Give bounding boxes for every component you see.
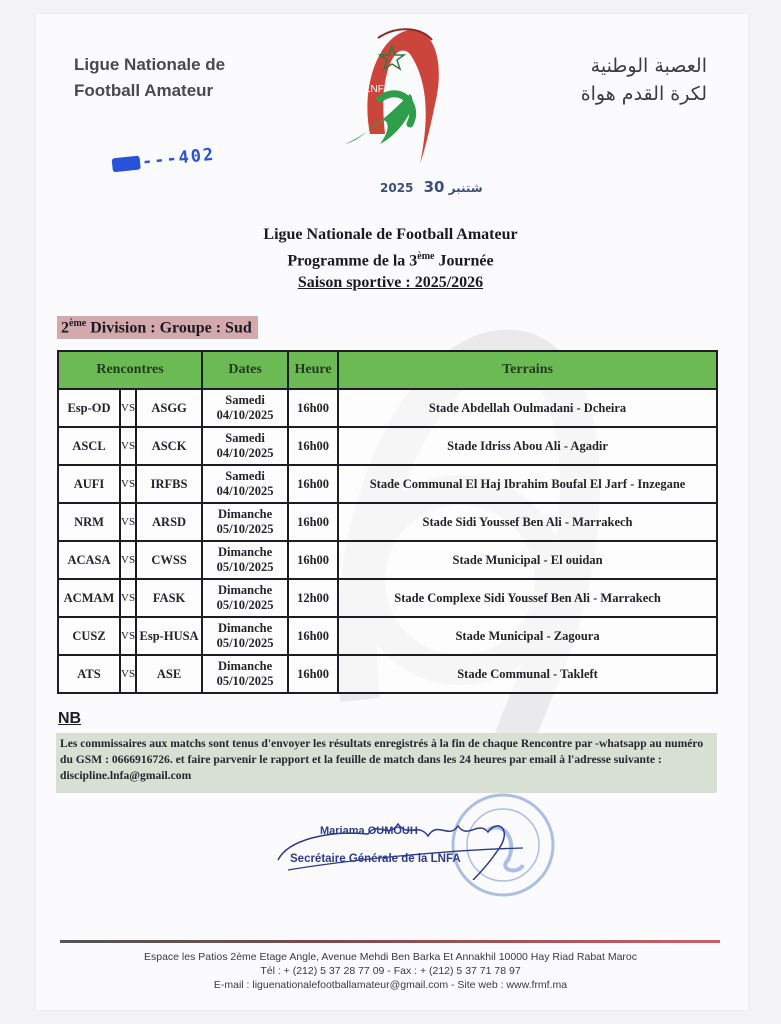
home-team: ATS [58, 655, 120, 693]
match-date [202, 655, 288, 693]
table-row [58, 541, 717, 579]
away-team: ARSD [136, 503, 202, 541]
match-day: Dimanche [217, 621, 273, 635]
footer-contact: E-mail : liguenationalefootballamateur@gmail.com - Site web : www.frmf.ma [213, 979, 568, 991]
match-day: Samedi [225, 393, 265, 407]
match-venue: Stade Communal - Takleft [338, 655, 717, 693]
match-venue: Stade Municipal - Zagoura [338, 617, 717, 655]
vs-label: VS [120, 579, 136, 617]
match-day: Dimanche [217, 545, 273, 559]
match-schedule-table [57, 350, 718, 694]
header-heure: Heure [288, 351, 338, 389]
vs-label: VS [120, 465, 136, 503]
document-titles [0, 224, 781, 294]
division-sup: ème [69, 318, 87, 329]
division-pre: 2 [61, 319, 69, 337]
match-time: 16h00 [288, 465, 338, 503]
match-time: 16h00 [288, 503, 338, 541]
table-header-row [58, 351, 717, 389]
table-row [58, 427, 717, 465]
match-venue: Stade Communal El Haj Ibrahim Boufal El Jarf - Inzegane [338, 465, 717, 503]
vs-label: VS [120, 541, 136, 579]
match-date [202, 541, 288, 579]
header-rencontres: Rencontres [58, 351, 202, 389]
division-label [57, 316, 258, 339]
match-time: 16h00 [288, 617, 338, 655]
match-date-value: 04/10/2025 [216, 446, 274, 460]
match-time: 16h00 [288, 541, 338, 579]
match-day: Dimanche [217, 583, 273, 597]
match-day: Dimanche [217, 507, 273, 521]
match-date [202, 389, 288, 427]
match-date [202, 579, 288, 617]
date-month: شتنبر [448, 181, 483, 195]
footer-phone: Tél : + (212) 5 37 28 77 09 - Fax : + (212) 5 37 71 78 97 [260, 965, 521, 977]
match-time: 12h00 [288, 579, 338, 617]
title-programme [0, 246, 781, 272]
vs-label: VS [120, 389, 136, 427]
logo-date [380, 178, 483, 196]
match-venue: Stade Abdellah Oulmadani - Dcheira [338, 389, 717, 427]
away-team: CWSS [136, 541, 202, 579]
handwritten-signature-icon [268, 810, 528, 880]
match-venue: Stade Idriss Abou Ali - Agadir [338, 427, 717, 465]
match-date-value: 04/10/2025 [216, 408, 274, 422]
header-dates: Dates [202, 351, 288, 389]
header-terrains: Terrains [338, 351, 717, 389]
home-team: ASCL [58, 427, 120, 465]
org-name-french [74, 52, 225, 104]
match-venue: Stade Complexe Sidi Youssef Ben Ali - Marrakech [338, 579, 717, 617]
org-name-fr-line1: Ligue Nationale de [74, 55, 226, 74]
footer-address: Espace les Patios 2ème Etage Angle, Avenue Mehdi Ben Barka Et Annakhil 10000 Hay Riad Rabat Maroc [143, 951, 638, 963]
nb-notice: Les commissaires aux matchs sont tenus d'envoyer les résultats enregistrés à la fin de chaque Rencontre par -whatsapp au numéro du GSM : 0666916726. et faire parvenir le rapport et la feuille de match dans les 24 heures par email à l'adresse suivante : discipline.lnfa@gmail.com [56, 733, 717, 793]
title-season: Saison sportive : 2025/2026 [297, 274, 484, 292]
away-team: Esp-HUSA [136, 617, 202, 655]
match-time: 16h00 [288, 389, 338, 427]
org-name-ar-line2: لكرة القدم هواة [580, 83, 707, 105]
vs-label: VS [120, 655, 136, 693]
away-team: FASK [136, 579, 202, 617]
table-row [58, 465, 717, 503]
org-name-arabic [581, 52, 707, 108]
match-time: 16h00 [288, 655, 338, 693]
vs-label: VS [120, 617, 136, 655]
footer-divider [60, 940, 720, 943]
away-team: IRFBS [136, 465, 202, 503]
signatory-name: Mariama OUMOUH [320, 825, 418, 837]
division-post: Division : Groupe : Sud [86, 319, 252, 337]
home-team: ACMAM [58, 579, 120, 617]
match-time: 16h00 [288, 427, 338, 465]
org-name-fr-line2: Football Amateur [74, 81, 214, 100]
nb-label: NB [58, 710, 82, 727]
match-venue: Stade Municipal - El ouidan [338, 541, 717, 579]
match-date-value: 05/10/2025 [216, 636, 274, 650]
table-row [58, 655, 717, 693]
match-date-value: 05/10/2025 [216, 674, 274, 688]
vs-label: VS [120, 503, 136, 541]
signatory-title: Secrétaire Générale de la LNFA [290, 853, 461, 865]
title-programme-post: Journée [434, 252, 494, 270]
table-row [58, 389, 717, 427]
logo-text: LNFA [365, 84, 391, 95]
match-date-value: 04/10/2025 [216, 484, 274, 498]
match-day: Samedi [225, 469, 265, 483]
title-programme-pre: Programme de la 3 [287, 252, 418, 270]
stamp-number: ---402 [141, 144, 217, 173]
match-venue: Stade Sidi Youssef Ben Ali - Marrakech [338, 503, 717, 541]
away-team: ASGG [136, 389, 202, 427]
title-programme-sup: ème [417, 251, 435, 262]
lnfa-logo-icon [340, 24, 450, 174]
match-date-value: 05/10/2025 [216, 560, 274, 574]
match-date-value: 05/10/2025 [216, 522, 274, 536]
home-team: AUFI [58, 465, 120, 503]
home-team: CUSZ [58, 617, 120, 655]
away-team: ASCK [136, 427, 202, 465]
table-row [58, 617, 717, 655]
away-team: ASE [136, 655, 202, 693]
match-day: Dimanche [217, 659, 273, 673]
footer [40, 950, 741, 992]
home-team: NRM [58, 503, 120, 541]
match-date-value: 05/10/2025 [216, 598, 274, 612]
date-day: 30 [423, 178, 445, 196]
match-date [202, 427, 288, 465]
match-date [202, 617, 288, 655]
title-league: Ligue Nationale de Football Amateur [263, 226, 518, 243]
date-year: 2025 [380, 181, 414, 195]
home-team: Esp-OD [58, 389, 120, 427]
table-row [58, 579, 717, 617]
org-name-ar-line1: العصبة الوطنية [590, 55, 707, 77]
ink-blot-icon [112, 156, 141, 173]
match-day: Samedi [225, 431, 265, 445]
vs-label: VS [120, 427, 136, 465]
match-date [202, 503, 288, 541]
table-row [58, 503, 717, 541]
match-date [202, 465, 288, 503]
home-team: ACASA [58, 541, 120, 579]
